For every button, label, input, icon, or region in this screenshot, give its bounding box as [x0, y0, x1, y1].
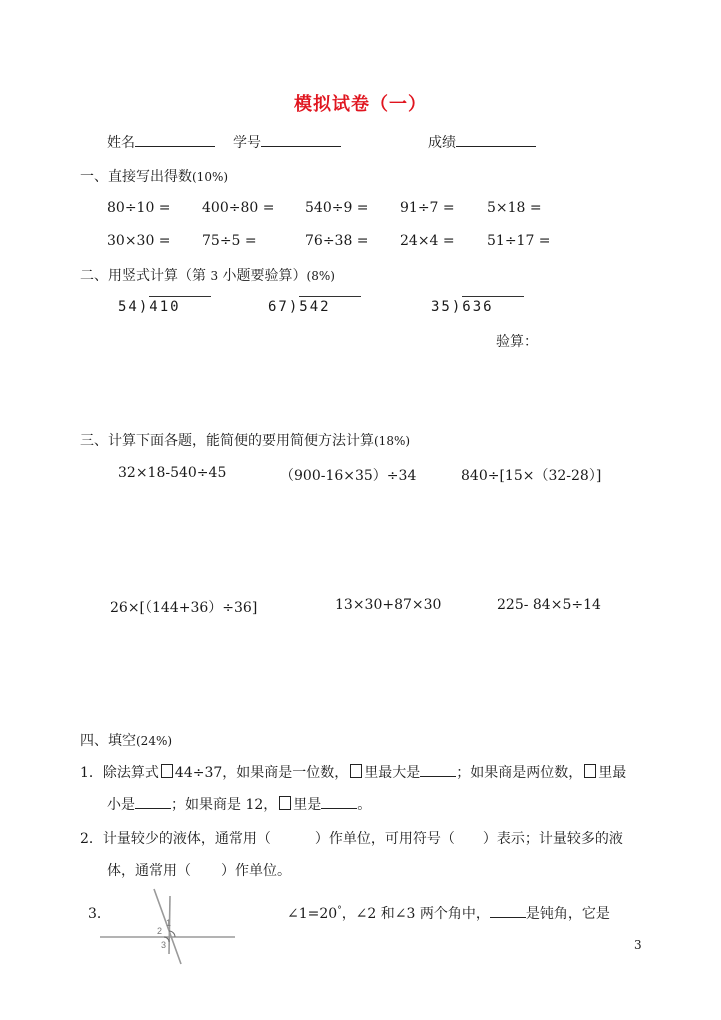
s3-r2-c1: 26×[（144+36）÷36]	[110, 600, 258, 616]
page-number: 3	[634, 938, 642, 952]
dividend-1: 410	[149, 296, 211, 315]
blank-box-icon	[279, 796, 291, 810]
s3-r1-c1: 32×18-540÷45	[118, 465, 227, 481]
q3-text-c: 是钝角，它是	[525, 906, 610, 922]
blank-box-icon	[350, 764, 362, 778]
question-2-line-2	[107, 860, 291, 880]
s3-r2-c3: 225- 84×5÷14	[497, 597, 601, 613]
s1-r1-c1: 80÷10 =	[107, 200, 171, 216]
q1-text-h: 里是	[293, 797, 322, 813]
section-1-title: 一、直接写出得数	[80, 169, 192, 185]
angle-figure	[98, 886, 238, 966]
student-id-label: 学号	[233, 135, 261, 151]
angle-label-1: 1	[166, 918, 172, 928]
q1-text-b: 44÷37，如果商是一位数，	[174, 765, 349, 781]
section-2-num: 3	[210, 269, 219, 283]
s1-r1-c2: 400÷80 =	[202, 200, 275, 216]
name-label: 姓名	[107, 135, 135, 151]
score-label: 成绩	[428, 135, 456, 151]
q3-text-a: ∠1=20	[287, 906, 338, 922]
section-3-heading	[80, 430, 410, 450]
question-2-line-1	[80, 828, 623, 848]
s3-r2-c2: 13×30+87×30	[335, 597, 442, 613]
score-field	[428, 132, 536, 152]
division-bracket-2: )	[288, 299, 300, 315]
s1-r2-c1: 30×30 =	[107, 233, 171, 249]
section-1-score: (10%)	[192, 170, 229, 184]
section-2-title-end: 小题要验算）	[222, 268, 307, 284]
angle-label-2: 2	[157, 926, 163, 936]
s1-r1-c5: 5×18 =	[487, 200, 542, 216]
divisor-1: 54	[118, 299, 139, 315]
s1-r1-c3: 540÷9 =	[305, 200, 369, 216]
blank-box-icon	[161, 764, 173, 778]
q2-number: 2．	[80, 831, 103, 847]
q3-blank-1	[490, 917, 526, 918]
s1-r2-c5: 51÷17 =	[487, 233, 551, 249]
q3-text-b: ，∠2 和∠3 两个角中，	[341, 906, 490, 922]
q1-blank-1	[420, 776, 456, 777]
section-4-title: 四、填空	[80, 733, 136, 749]
q2-text-a: 计量较少的液体，通常用（	[102, 831, 271, 847]
long-division-1	[118, 296, 211, 315]
section-2-title: 二、用竖式计算（第	[80, 268, 206, 284]
q2-text-d: 体，通常用（	[107, 863, 191, 879]
s1-r2-c2: 75÷5 =	[202, 233, 257, 249]
q1-text-d: ；如果商是两位数，	[456, 765, 583, 781]
s1-r2-c3: 76÷38 =	[305, 233, 369, 249]
section-4-heading	[80, 730, 172, 750]
student-id-field	[233, 132, 341, 152]
q1-blank-3	[321, 808, 357, 809]
section-2-score: (8%)	[306, 269, 335, 283]
exam-title: 模拟试卷（一）	[294, 94, 427, 115]
section-3-score: (18%)	[374, 434, 411, 448]
q1-text-f: 小是	[107, 797, 135, 813]
section-1-heading	[80, 166, 228, 186]
angle-label-3: 3	[161, 940, 167, 950]
dividend-2: 542	[299, 296, 361, 315]
s3-r1-c3: 840÷[15×（32-28）]	[461, 468, 602, 484]
question-1-line-1	[80, 762, 626, 782]
division-bracket-1: )	[138, 299, 150, 315]
name-field	[107, 132, 215, 152]
divisor-2: 67	[268, 299, 289, 315]
long-division-2	[268, 296, 361, 315]
q1-text-e: 里最	[598, 765, 627, 781]
check-label: 验算：	[496, 334, 538, 350]
section-2-heading	[80, 265, 335, 285]
q1-text-c: 里最大是	[364, 765, 421, 781]
question-1-line-2	[107, 794, 371, 814]
s1-r2-c4: 24×4 =	[400, 233, 455, 249]
name-blank	[135, 132, 215, 147]
q2-text-b: ）作单位，可用符号（	[314, 831, 455, 847]
section-3-title: 三、计算下面各题，能简便的要用简便方法计算	[80, 433, 374, 449]
q3-number: 3．	[88, 906, 111, 922]
q1-text-g: ；如果商是 12，	[171, 797, 278, 813]
q1-text-i: 。	[357, 797, 372, 813]
section-4-score: (24%)	[136, 734, 173, 748]
q1-number: 1．	[80, 765, 103, 781]
score-blank	[456, 132, 536, 147]
q2-text-e: ）作单位。	[221, 863, 291, 879]
q1-text-a: 除法算式	[102, 765, 159, 781]
question-3-line-1	[287, 903, 610, 923]
s3-r1-c2: （900-16×35）÷34	[280, 468, 417, 484]
student-id-blank	[261, 132, 341, 147]
q2-text-c: ）表示；计量较多的液	[482, 831, 623, 847]
q1-blank-2	[135, 808, 171, 809]
s1-r1-c4: 91÷7 =	[400, 200, 455, 216]
dividend-3: 636	[462, 296, 524, 315]
long-division-3	[431, 296, 524, 315]
blank-box-icon	[584, 764, 596, 778]
division-bracket-3: )	[451, 299, 463, 315]
degree-sign: °	[337, 905, 342, 916]
divisor-3: 35	[431, 299, 452, 315]
